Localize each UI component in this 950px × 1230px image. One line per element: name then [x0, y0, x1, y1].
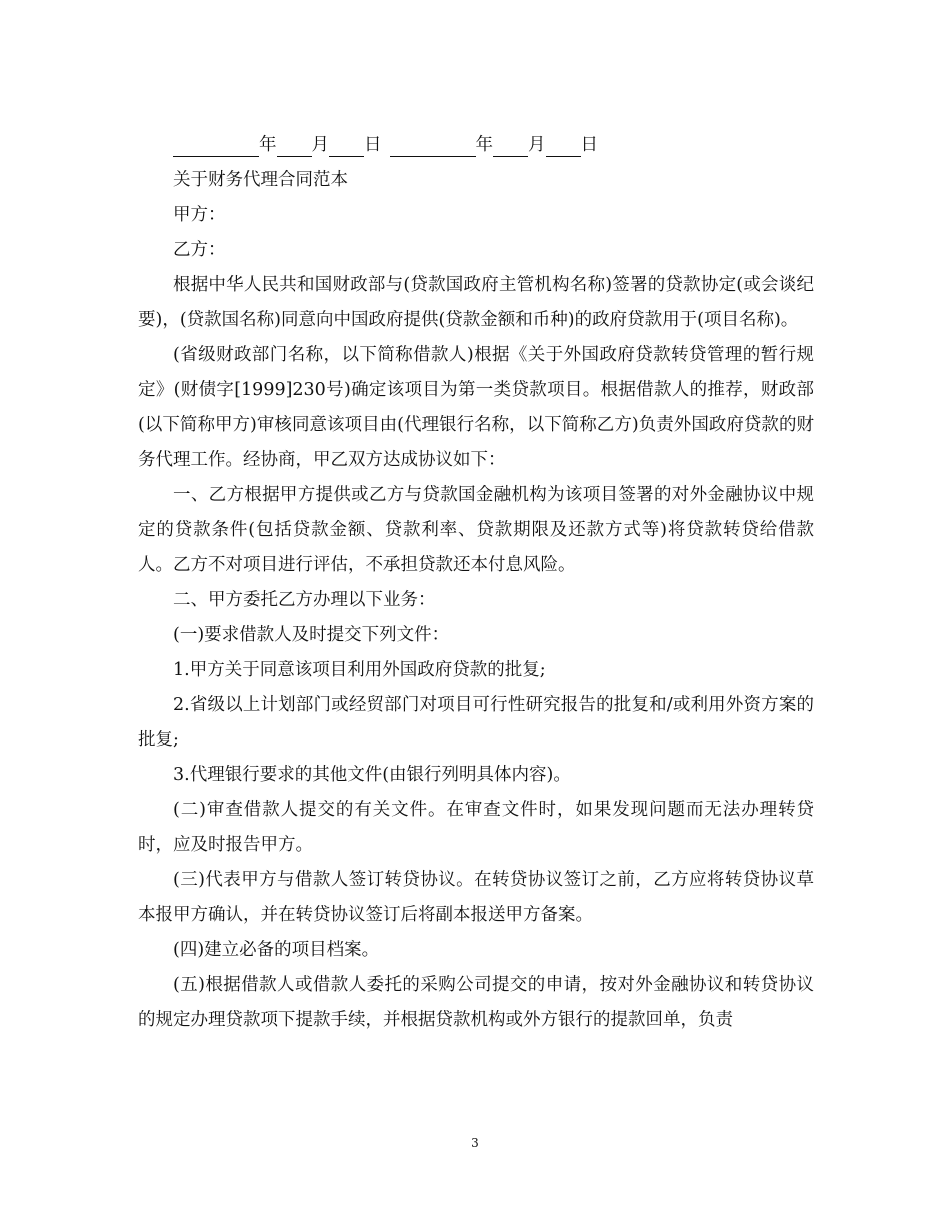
- date-line: [138, 128, 814, 163]
- party-a-label: 甲方：: [173, 205, 226, 225]
- clause-1: 一、乙方根据甲方提供或乙方与贷款国金融机构为该项目签署的对外金融协议中规定的贷款条件(包括贷款金额、贷款利率、贷款期限及还款方式等)将贷款转贷给借款人。乙方不对项目进行评估，不承担贷款还本付息风险。: [138, 485, 814, 575]
- clause-2-item-4: (四)建立必备的项目档案。: [173, 940, 380, 960]
- paragraph-preamble: 根据中华人民共和国财政部与(贷款国政府主管机构名称)签署的贷款协定(或会谈纪要)，(贷款国名称)同意向中国政府提供(贷款金额和币种)的政府贷款用于(项目名称)。: [138, 275, 814, 330]
- blank-month-1: [277, 134, 312, 157]
- year-label-1: 年: [259, 135, 277, 155]
- document-list-item-3: 3.代理银行要求的其他文件(由银行列明具体内容)。: [173, 765, 571, 785]
- document-list-item-1: 1.甲方关于同意该项目利用外国政府贷款的批复;: [173, 660, 546, 680]
- day-label-2: 日: [580, 135, 598, 155]
- blank-year-1: [173, 134, 259, 157]
- document-body: [138, 128, 814, 1038]
- clause-2-item-2: (二)审查借款人提交的有关文件。在审查文件时，如果发现问题而无法办理转贷时，应及时报告甲方。: [138, 800, 814, 855]
- day-label-1: 日: [364, 135, 382, 155]
- document-list-item-2: 2.省级以上计划部门或经贸部门对项目可行性研究报告的批复和/或利用外资方案的批复;: [138, 695, 814, 750]
- year-label-2: 年: [475, 135, 493, 155]
- paragraph-background: (省级财政部门名称，以下简称借款人)根据《关于外国政府贷款转贷管理的暂行规定》(财债字[1999]230号)确定该项目为第一类贷款项目。根据借款人的推荐，财政部(以下简称甲方)审核同意该项目由(代理银行名称，以下简称乙方)负责外国政府贷款的财务代理工作。经协商，甲乙双方达成协议如下：: [138, 345, 814, 470]
- blank-day-2: [546, 134, 581, 157]
- clause-2-item-3: (三)代表甲方与借款人签订转贷协议。在转贷协议签订之前，乙方应将转贷协议草本报甲方确认，并在转贷协议签订后将副本报送甲方备案。: [138, 870, 814, 925]
- page-number: 3: [471, 1136, 479, 1150]
- party-b-label: 乙方：: [173, 240, 226, 260]
- blank-month-2: [493, 134, 528, 157]
- clause-2-item-5: (五)根据借款人或借款人委托的采购公司提交的申请，按对外金融协议和转贷协议的规定办理贷款项下提款手续，并根据贷款机构或外方银行的提款回单，负责: [138, 975, 814, 1030]
- clause-2-heading: 二、甲方委托乙方办理以下业务：: [173, 590, 436, 610]
- clause-2-item-1: (一)要求借款人及时提交下列文件：: [173, 625, 450, 645]
- month-label-2: 月: [528, 135, 546, 155]
- blank-year-2: [390, 134, 476, 157]
- month-label-1: 月: [311, 135, 329, 155]
- document-title: 关于财务代理合同范本: [173, 170, 348, 190]
- blank-day-1: [329, 134, 364, 157]
